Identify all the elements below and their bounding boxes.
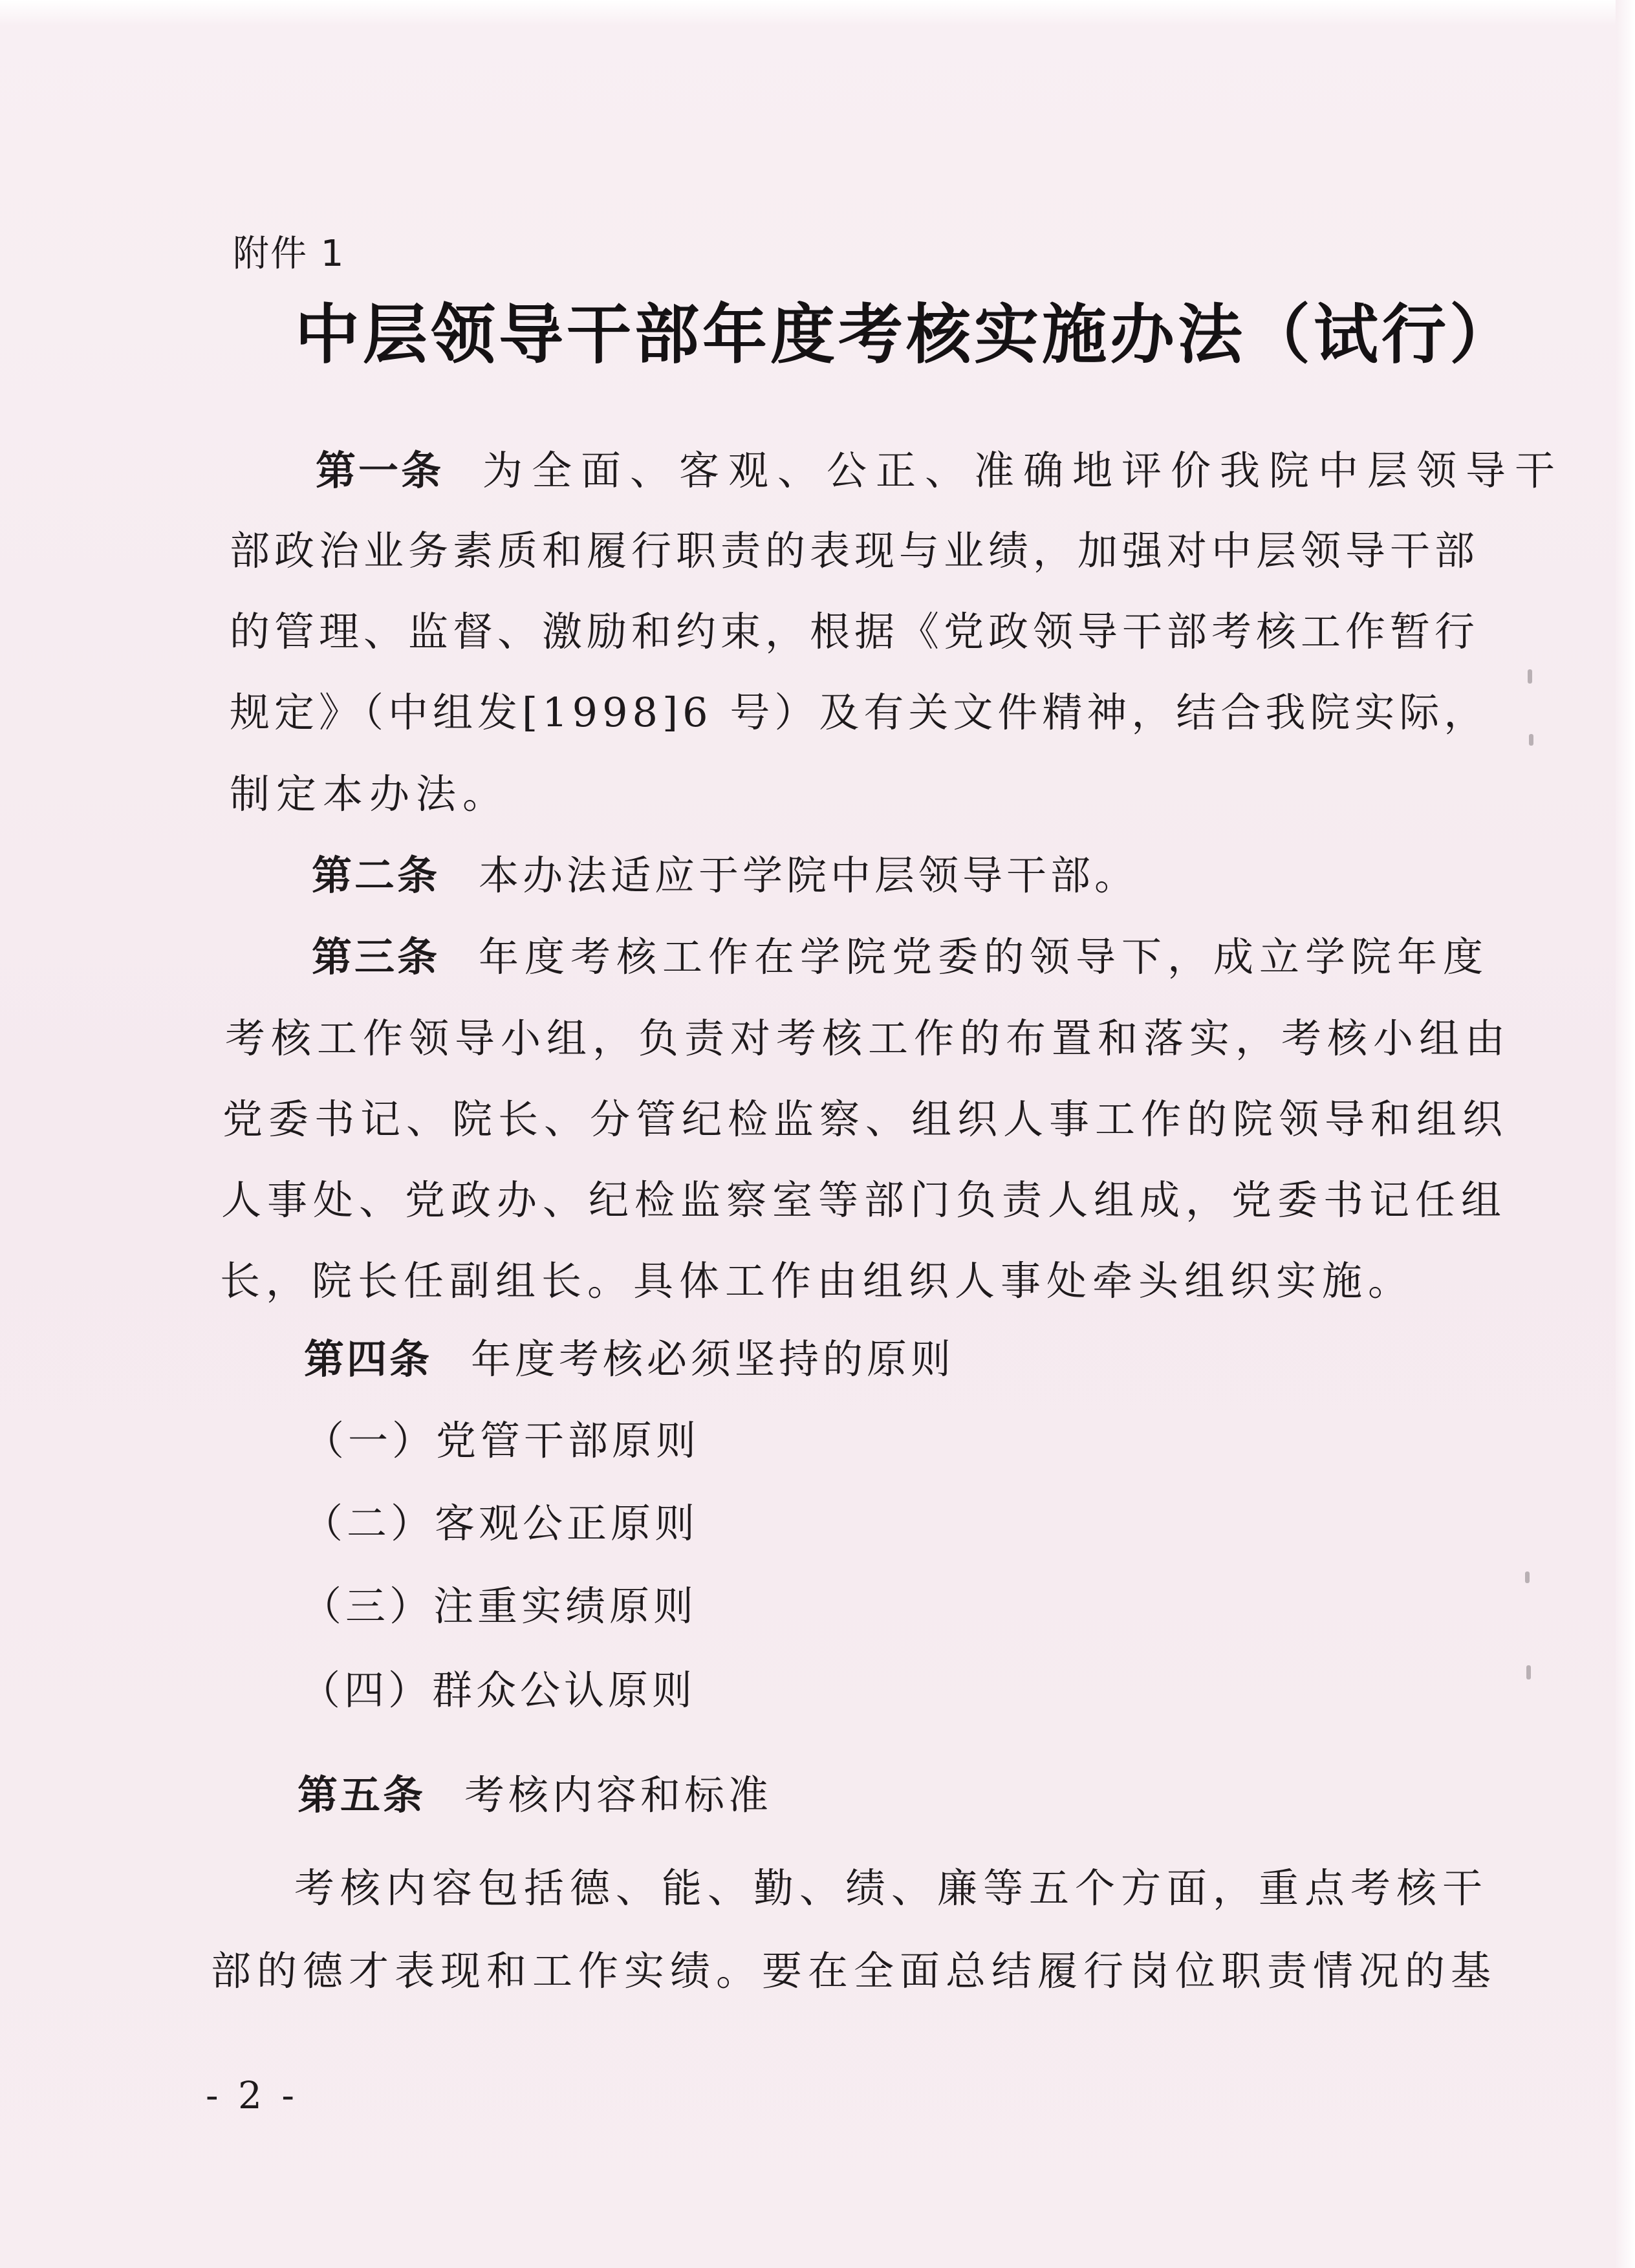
article-2-line xyxy=(312,850,1138,902)
principle-item xyxy=(304,1415,700,1467)
attachment-label: 附件 1 xyxy=(233,233,345,275)
article-1-line-1 xyxy=(316,445,1564,497)
body-text: 为全面、客观、公正、准确地评价我院中层领导干 xyxy=(482,447,1565,494)
body-line xyxy=(230,768,509,820)
body-text: 年度考核工作在学院党委的领导下，成立学院年度 xyxy=(479,933,1489,980)
body-text: 的管理、监督、激励和约束，根据《党政领导干部考核工作暂行 xyxy=(230,608,1480,655)
article-5-line xyxy=(298,1769,772,1821)
body-line xyxy=(220,1255,1414,1307)
body-line xyxy=(225,1013,1511,1064)
article-heading: 第五条 xyxy=(298,1771,426,1819)
body-text: 考核内容和标准 xyxy=(464,1771,773,1819)
body-text: （四）群众公认原则 xyxy=(300,1667,697,1714)
body-text: 考核工作领导小组，负责对考核工作的布置和落实，考核小组由 xyxy=(225,1015,1511,1062)
body-text: 部的德才表现和工作实绩。要在全面总结履行岗位职责情况的基 xyxy=(211,1947,1497,1994)
body-line xyxy=(230,525,1479,577)
body-text: 人事处、党政办、纪检监察室等部门负责人组成，党委书记任组 xyxy=(221,1176,1508,1224)
body-text: 部政治业务素质和履行职责的表现与业绩，加强对中层领导干部 xyxy=(230,527,1480,574)
principle-item xyxy=(301,1581,697,1632)
article-heading: 第三条 xyxy=(312,933,440,980)
body-text: 规定》（中组发[1998]6 号）及有关文件精神，结合我院实际， xyxy=(230,689,1489,736)
binding-mark xyxy=(1528,669,1532,684)
article-4-line xyxy=(304,1334,955,1385)
binding-mark xyxy=(1525,1571,1530,1583)
body-text: （二）客观公正原则 xyxy=(303,1500,699,1547)
article-heading: 第四条 xyxy=(304,1335,433,1383)
document-title: 中层领导干部年度考核实施办法（试行） xyxy=(295,296,1517,373)
article-3-line-1 xyxy=(312,931,1489,983)
body-line xyxy=(221,1174,1507,1226)
principle-item xyxy=(303,1498,698,1550)
article-heading: 第二条 xyxy=(312,852,440,899)
body-line xyxy=(230,606,1479,658)
principle-item xyxy=(300,1665,696,1716)
body-text: （三）注重实绩原则 xyxy=(301,1582,698,1630)
body-line xyxy=(211,1945,1497,1997)
binding-mark xyxy=(1526,1665,1531,1679)
body-line xyxy=(230,687,1488,739)
body-text: 年度考核必须坚持的原则 xyxy=(471,1335,955,1383)
binding-mark xyxy=(1529,734,1533,746)
page-number: - 2 - xyxy=(206,2073,298,2117)
body-text: 制定本办法。 xyxy=(230,770,510,817)
body-line xyxy=(222,1094,1508,1145)
body-line xyxy=(294,1863,1488,1914)
body-text: 本办法适应于学院中层领导干部。 xyxy=(479,852,1139,899)
body-text: 党委书记、院长、分管纪检监察、组织人事工作的院领导和组织 xyxy=(222,1096,1509,1143)
scan-edge-top xyxy=(0,0,1635,26)
body-text: 长，院长任副组长。具体工作由组织人事处牵头组织实施。 xyxy=(220,1257,1414,1304)
body-text: （一）党管干部原则 xyxy=(304,1417,700,1464)
body-text: 考核内容包括德、能、勤、绩、廉等五个方面，重点考核干 xyxy=(294,1864,1489,1912)
scan-edge-right xyxy=(1616,0,1635,2268)
article-heading: 第一条 xyxy=(316,447,444,494)
